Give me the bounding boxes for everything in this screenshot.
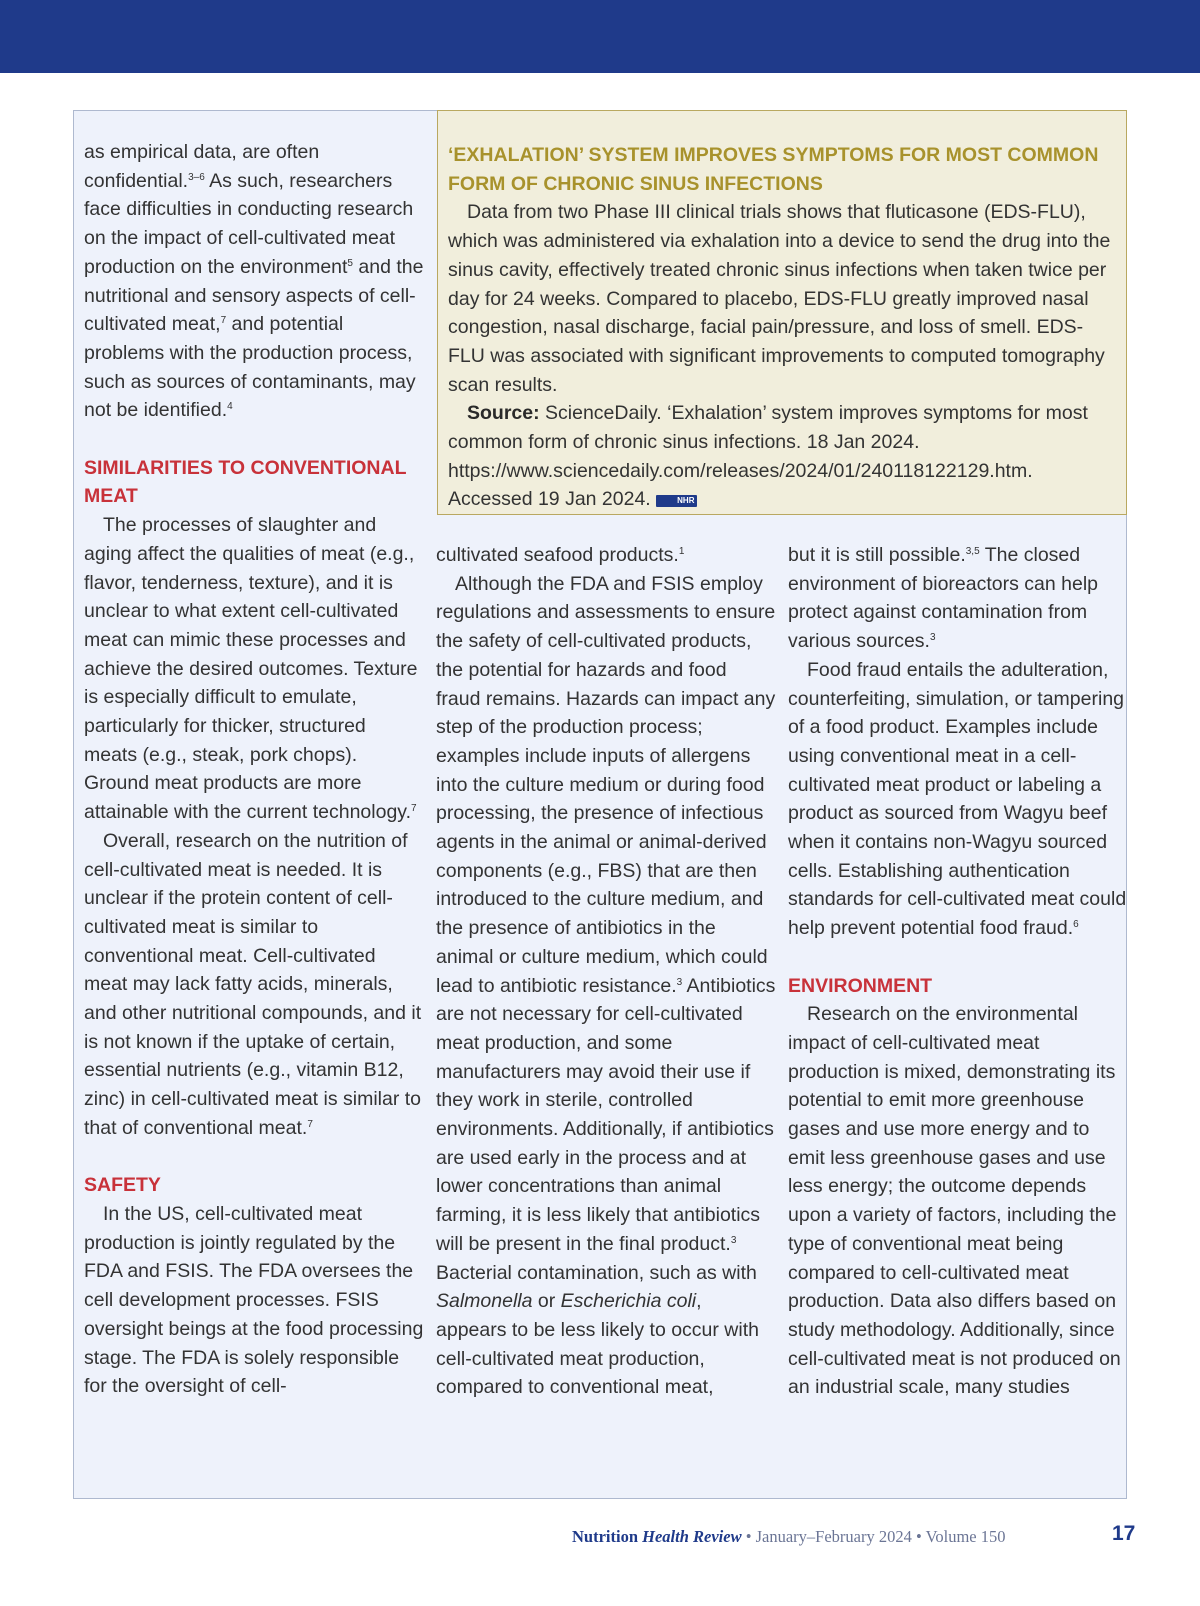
paragraph: Food fraud entails the adulteration, counterfeiting, simulation, or tampering of a food product. Examples include using conventional meat in a cell-cultivated meat product or labeling a product as sourced from Wagyu beef when it contains non-Wagyu sourced cells. Establishing authentication standards for cell-cultivated meat could help prevent potential food fraud.$^6$ [788,658,1127,940]
paragraph: as empirical data, are often confidential.$^{3-6}$ As such, researchers face difficulties in conducting research on the impact of cell-cultivated meat production on the environment$^5$ and the nutritional and sensory aspects of cell-cultivated meat,$^7$ and potential problems with the production process, such as sources of contaminants, may not be identified.$^4$ [84,141,424,422]
column-3 [788,541,1128,1402]
section-heading-similarities: SIMILARITIES TO CONVENTIONAL MEAT [84,456,407,508]
section-heading-environment: ENVIRONMENT [788,974,933,997]
section-heading-safety: SAFETY [84,1174,161,1197]
paragraph: The processes of slaughter and aging affect the qualities of meat (e.g., flavor, tenderness, texture), and it is unclear to what extent cell-cultivated meat can mimic these processes and achieve the desired outcomes. Texture is especially difficult to emulate, particularly for thicker, structured meats (e.g., steak, pork chops). Ground meat products are more attainable with the current technology.$^7$ [84,514,418,824]
source-label: Source: [467,402,540,425]
paragraph: but it is still possible.$^{3,5}$ The closed environment of bioreactors can help protect against contamination from various sources.$^3$ [788,544,1099,653]
column-1 [84,138,424,1401]
column-2 [436,541,776,1402]
paragraph: Overall, research on the nutrition of cell-cultivated meat is needed. It is unclear if the protein content of cell-cultivated meat is similar to conventional meat. Cell-cultivated meat may lack fatty acids, minerals, and other nutritional compounds, and it is not known if the uptake of certain, essential nutrients (e.g., vitamin B12, zinc) in cell-cultivated meat is similar to that of conventional meat.$^7$ [84,829,422,1139]
paragraph: In the US, cell-cultivated meat production is jointly regulated by the FDA and FSIS. The FDA oversees the cell development processes. FSIS oversight beings at the food processing stage. The FDA is solely responsible for the oversight of cell- [84,1202,424,1398]
nhr-logo-icon: NHR [656,495,696,507]
page-number: 17 [1112,1522,1136,1545]
sidebar-source: Source: ScienceDaily. ‘Exhalation’ system improves symptoms for most common form of chronic sinus infections. 18 Jan 2024. https://www.sciencedaily.com/releases/2024/01/240118122129.htm. Accessed 19 Jan 2024. NHR [448,402,1088,511]
page-footer: Nutrition Health Review • January–February 2024 • Volume 150 [572,1527,1006,1546]
paragraph: Although the FDA and FSIS employ regulations and assessments to ensure the safety of cell-cultivated products, the potential for hazards and food fraud remains. Hazards can impact any step of the production process; examples include inputs of allergens into the culture medium or during food processing, the presence of infectious agents in the animal or animal-derived components (e.g., FBS) that are then introduced to the culture medium, and the presence of antibiotics in the animal or culture medium, which could lead to antibiotic resistance.$^3$ Antibiotics are not necessary for cell-cultivated meat production, and some manufacturers may avoid their use if they work in sterile, controlled environments. Additionally, if antibiotics are used early in the process and at lower concentrations than animal farming, it is less likely that antibiotics will be present in the final product.$^3$ Bacterial contamination, such as with Salmonella or Escherichia coli, appears to be less likely to occur with cell-cultivated meat production, compared to conventional meat, [436,572,776,1399]
news-sidebar [437,110,1127,515]
sidebar-body: Data from two Phase III clinical trials shows that fluticasone (EDS-FLU), which was administered via exhalation into a device to send the drug into the sinus cavity, effectively treated chronic sinus infections when taken twice per day for 24 weeks. Compared to placebo, EDS-FLU greatly improved nasal congestion, nasal discharge, facial pain/pressure, and loss of smell. EDS-FLU was associated with significant improvements to computed tomography scan results. [448,201,1111,396]
paragraph: cultivated seafood products.$^1$ [436,544,685,566]
sidebar-heading: ‘EXHALATION’ SYSTEM IMPROVES SYMPTOMS FOR MOST COMMON FORM OF CHRONIC SINUS INFECTIONS [448,144,1099,195]
header-band [0,0,1200,73]
paragraph: Research on the environmental impact of cell-cultivated meat production is mixed, demonstrating its potential to emit more greenhouse gases and use more energy and to emit less greenhouse gases and use less energy; the outcome depends upon a variety of factors, including the type of conventional meat being compared to cell-cultivated meat production. Data also differs based on study methodology. Additionally, since cell-cultivated meat is not produced on an industrial scale, many studies [788,1003,1121,1399]
